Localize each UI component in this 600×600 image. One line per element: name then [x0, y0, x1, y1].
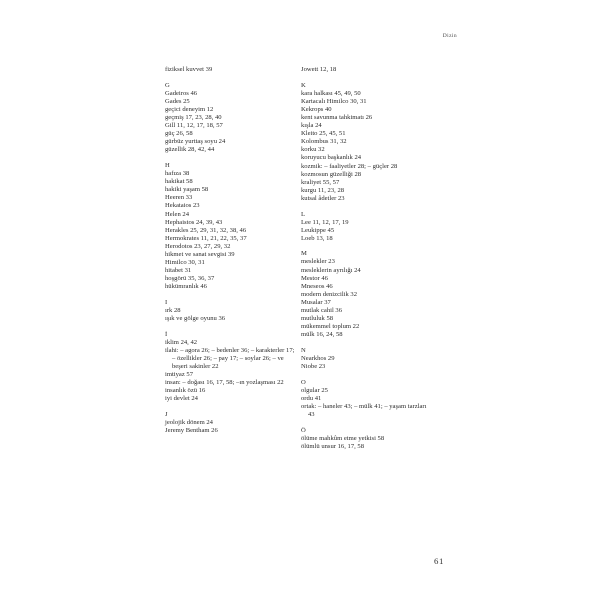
index-entry: Hermokrates 11, 21, 22, 35, 37: [165, 234, 247, 242]
index-entry: jeolojik dönem 24: [165, 419, 213, 427]
index-entry: ordu 41: [301, 394, 322, 402]
index-entry: ölümlü unsur 16, 17, 58: [301, 442, 365, 450]
section-letter: M: [301, 250, 307, 258]
index-column-left: [165, 66, 297, 443]
index-entry: Himilco 30, 31: [165, 259, 205, 267]
index-entry: kurgu 11, 23, 28: [301, 186, 345, 194]
index-entry: kara halkası 45, 49, 50: [301, 89, 361, 97]
index-entry: Mestor 46: [301, 274, 328, 282]
index-group: [165, 66, 297, 74]
index-entry: geçici deneyim 12: [165, 105, 214, 113]
index-entry: Gades 25: [165, 97, 190, 105]
index-entry: ilahi: – agora 26; – bedenler 36; – karakterler 17; – özellikler 26; – pay 17; – soylar 26; – ve beşeri sakinler 22: [165, 346, 295, 371]
index-entry: mülk 16, 24, 58: [301, 331, 343, 339]
index-entry: Mneseos 46: [301, 282, 333, 290]
index-entry: olgular 25: [301, 386, 328, 394]
section-letter: N: [301, 346, 306, 354]
index-entry: hitabet 31: [165, 267, 192, 275]
index-entry: ortak: – haneler 43; – mülk 41; – yaşam tarzları 43: [301, 402, 427, 419]
index-entry: iyi devlet 24: [165, 395, 198, 403]
index-entry: Jeremy Bentham 26: [165, 427, 218, 435]
index-entry: Lee 11, 12, 17, 19: [301, 218, 349, 226]
index-entry: Jowett 12, 18: [301, 66, 337, 73]
index-group: [165, 299, 297, 323]
index-entry: mutluluk 58: [301, 315, 334, 323]
index-entry: iklim 24, 42: [165, 338, 198, 346]
index-entry: Loeb 13, 18: [301, 234, 333, 242]
index-group: [301, 211, 433, 243]
section-letter: O: [301, 378, 306, 386]
index-entry: korku 32: [301, 146, 325, 154]
index-group: [165, 82, 297, 155]
index-entry: mesleklerin ayrılığı 24: [301, 266, 361, 274]
index-entry: hafıza 38: [165, 170, 190, 178]
index-entry: koruyucu başkanlık 24: [301, 154, 362, 162]
index-column-right: [301, 66, 433, 458]
index-entry: güç 26, 58: [165, 130, 193, 138]
index-entry: Niobe 23: [301, 363, 326, 371]
index-entry: Kartacalı Himilco 30, 31: [301, 97, 367, 105]
index-group: [301, 379, 433, 419]
section-letter: İ: [165, 330, 168, 338]
index-entry: fiziksel kuvvet 39: [165, 66, 213, 73]
index-entry: hikmet ve sanat sevgisi 39: [165, 250, 235, 258]
index-group: [165, 331, 297, 404]
section-letter: L: [301, 210, 306, 218]
index-entry: mükemmel toplum 22: [301, 323, 360, 331]
section-letter: Ö: [301, 426, 306, 434]
section-letter: H: [165, 161, 170, 169]
index-entry: kozmik: – faaliyetler 28; – güçler 28: [301, 162, 398, 170]
index-entry: meslekler 23: [301, 258, 335, 266]
index-entry: Leukippe 45: [301, 226, 335, 234]
index-entry: Kekrops 40: [301, 105, 332, 113]
index-entry: hükümranlık 46: [165, 283, 207, 291]
index-entry: mutlak cahil 36: [301, 307, 343, 315]
index-entry: insan: – doğası 16, 17, 58; –ın yozlaşması 22: [165, 379, 284, 387]
index-entry: Herakles 25, 29, 31, 32, 38, 46: [165, 226, 247, 234]
index-entry: Kleito 25, 45, 51: [301, 130, 346, 138]
index-entry: ölüme mahkûm etme yetkisi 58: [301, 434, 385, 442]
index-entry: Kolombus 31, 32: [301, 138, 347, 146]
section-letter: G: [165, 81, 170, 89]
index-entry: Hekataios 23: [165, 202, 200, 210]
index-group: [165, 162, 297, 292]
index-entry: ırk 28: [165, 307, 181, 315]
section-letter: K: [301, 81, 306, 89]
index-entry: Musalar 37: [301, 298, 331, 306]
index-entry: Heeren 33: [165, 194, 193, 202]
index-entry: gürbüz yurttaş soyu 24: [165, 138, 226, 146]
index-entry: Herodotos 23, 27, 29, 32: [165, 242, 231, 250]
index-group: [301, 250, 433, 339]
index-entry: hakiki yaşam 58: [165, 186, 209, 194]
index-entry: kent savunma tahkimatı 26: [301, 113, 373, 121]
index-group: [301, 427, 433, 451]
index-entry: insanlık özü 16: [165, 387, 206, 395]
running-head: Dizin: [442, 33, 457, 39]
index-entry: Helen 24: [165, 210, 189, 218]
index-group: [301, 347, 433, 371]
index-entry: kraliyet 55, 57: [301, 178, 340, 186]
index-entry: geçmiş 17, 23, 28, 40: [165, 113, 222, 121]
section-letter: I: [165, 298, 168, 306]
index-group: [301, 82, 433, 203]
index-entry: Hephaistos 24, 39, 43: [165, 218, 223, 226]
section-letter: J: [165, 411, 168, 419]
index-entry: imtiyaz 57: [165, 371, 194, 379]
index-group: [301, 66, 433, 74]
index-entry: modern denizcilik 32: [301, 290, 358, 298]
index-entry: ışık ve gölge oyunu 36: [165, 315, 226, 323]
index-entry: Gadeiros 46: [165, 89, 198, 97]
index-group: [165, 411, 297, 435]
index-entry: hoşgörü 35, 36, 37: [165, 275, 215, 283]
index-entry: Nearkhos 29: [301, 355, 335, 362]
index-entry: güzellik 28, 42, 44: [165, 146, 215, 154]
index-entry: hakikat 58: [165, 178, 193, 186]
index-entry: kutsal âdetler 23: [301, 194, 345, 202]
page-number: 61: [434, 556, 444, 566]
index-entry: Gill 11, 12, 17, 18, 57: [165, 122, 223, 130]
index-entry: kozmosun güzelliği 28: [301, 170, 362, 178]
index-entry: kışla 24: [301, 122, 322, 130]
